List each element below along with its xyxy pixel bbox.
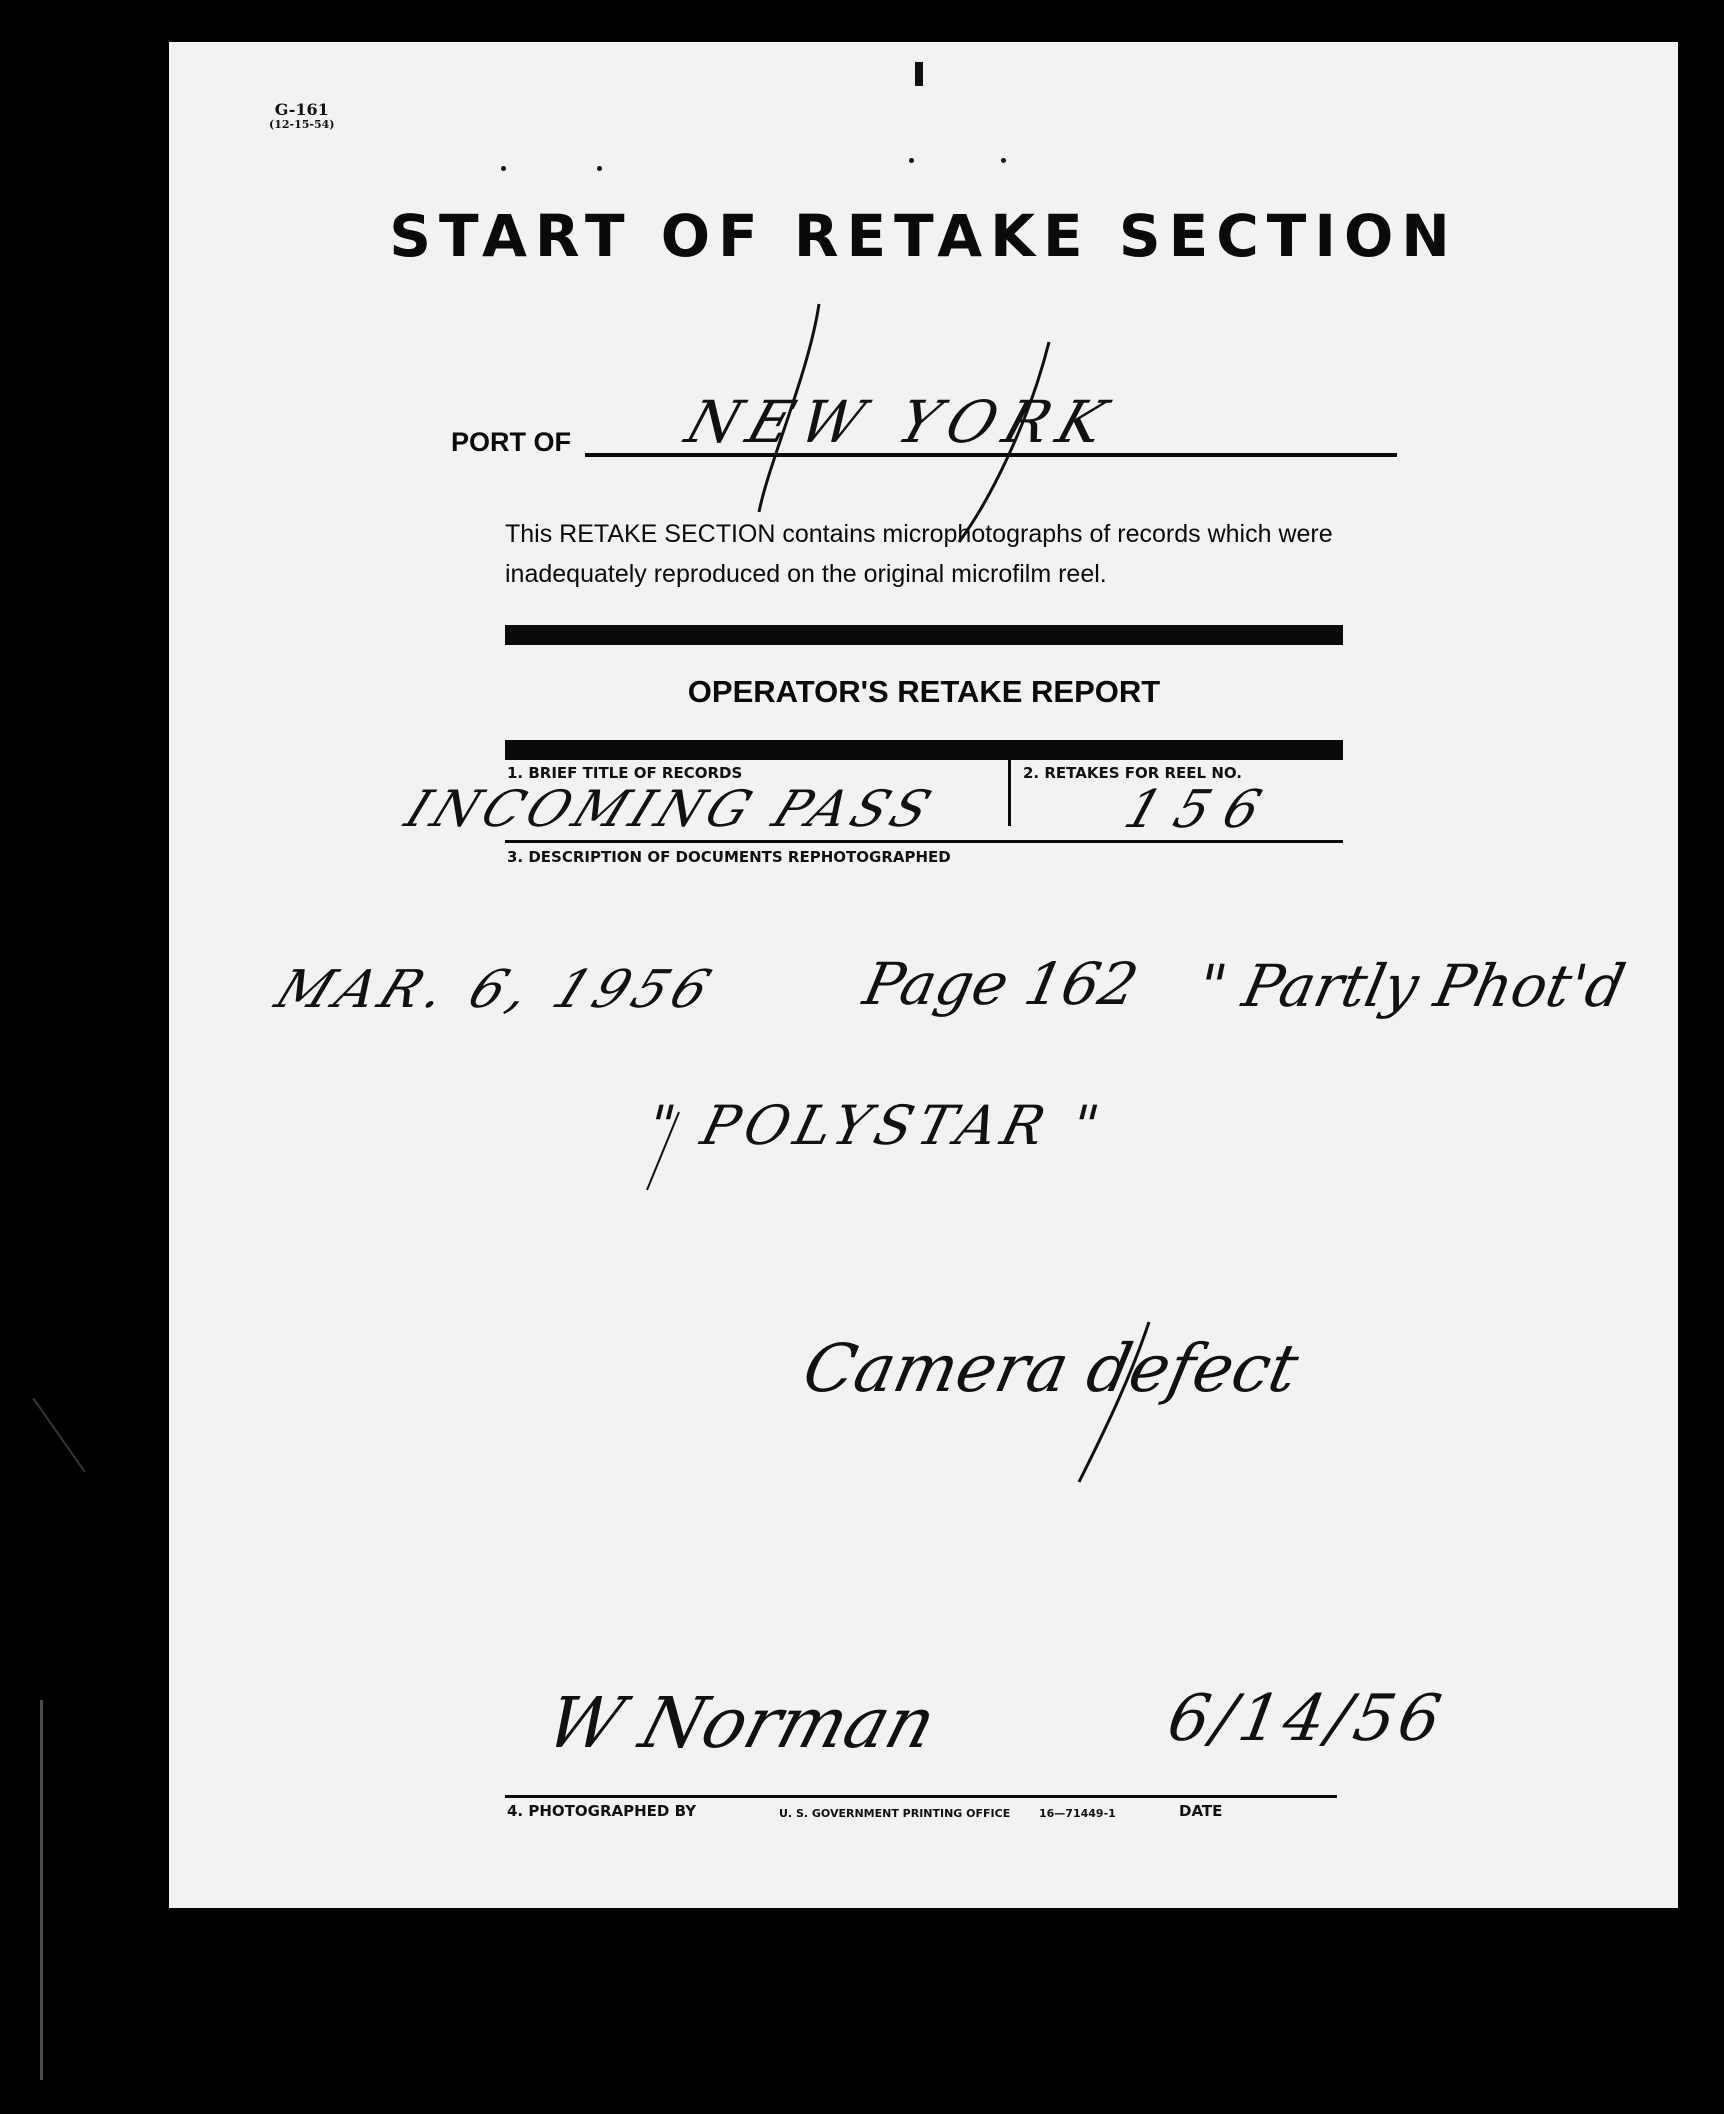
signature-rule (505, 1795, 1337, 1798)
ink-stroke (1079, 1322, 1149, 1482)
ink-stroke (759, 304, 819, 512)
field-photographed-by-label: 4. PHOTOGRAPHED BY (507, 1802, 697, 1820)
description-note-handwritten: " Partly Phot'd (1191, 952, 1631, 1020)
printing-office-imprint: U. S. GOVERNMENT PRINTING OFFICE (779, 1807, 1011, 1820)
description-reason-handwritten: Camera defect (796, 1330, 1305, 1407)
page-title: START OF RETAKE SECTION (389, 202, 1458, 270)
form-revision-date: (12-15-54) (269, 118, 335, 131)
handwriting-strokes (169, 42, 1678, 1908)
description-page-handwritten: Page 162 (857, 950, 1144, 1018)
field-description-label: 3. DESCRIPTION OF DOCUMENTS REPHOTOGRAPHED (507, 848, 951, 866)
port-label: PORT OF (451, 427, 571, 457)
port-value-handwritten: NEW YORK (677, 388, 1125, 456)
ink-stroke (647, 1112, 679, 1190)
form-sheet (169, 42, 1678, 1908)
film-edge-scratch (32, 1398, 85, 1473)
form-number: G-161 (274, 100, 329, 119)
film-edge-scratch (40, 1700, 43, 2080)
intro-line-2: inadequately reproduced on the original microfilm reel. (505, 560, 1107, 588)
report-title: OPERATOR'S RETAKE REPORT (687, 674, 1161, 709)
printing-office-number: 16—71449-1 (1039, 1807, 1116, 1820)
field-reel-number-label: 2. RETAKES FOR REEL NO. (1023, 764, 1242, 782)
date-handwritten: 6/14/56 (1162, 1682, 1451, 1756)
photographer-signature: W Norman (537, 1682, 946, 1764)
field-date-label: DATE (1179, 1802, 1223, 1820)
intro-line-1: This RETAKE SECTION contains microphotographs of records which were (505, 520, 1333, 548)
reel-number-handwritten: 156 (1117, 780, 1285, 840)
field-brief-title-label: 1. BRIEF TITLE OF RECORDS (507, 764, 743, 782)
description-date-handwritten: MAR. 6, 1956 (266, 960, 725, 1020)
brief-title-handwritten: INCOMING PASS (397, 780, 945, 838)
description-vessel-handwritten: " POLYSTAR " (641, 1094, 1112, 1157)
ink-stroke (959, 342, 1049, 542)
